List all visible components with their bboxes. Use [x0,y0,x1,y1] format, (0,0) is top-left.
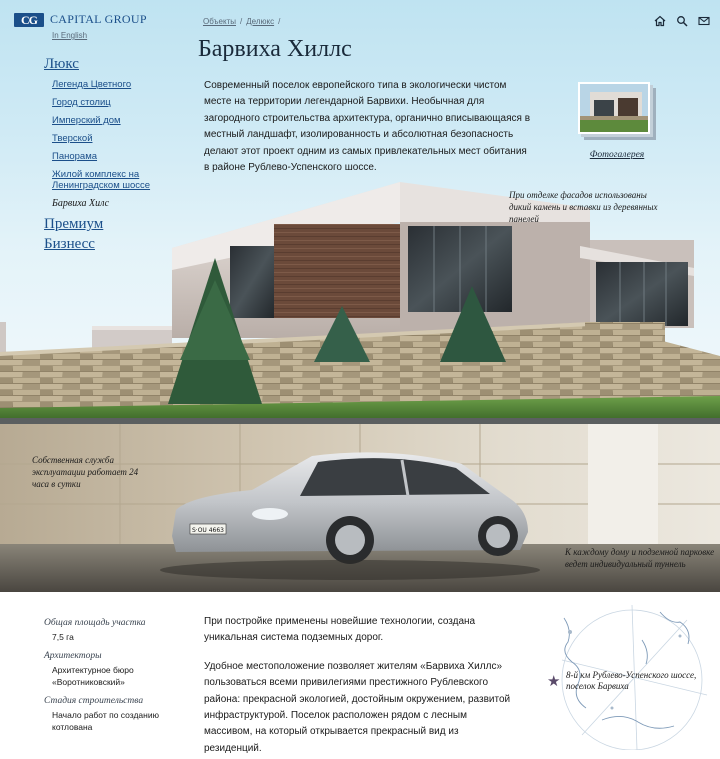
nav-item-current: Барвиха Хилс [52,198,110,209]
nav-item-tverskoy [52,133,194,144]
nav-item-gorod-stolits [52,97,194,108]
search-icon[interactable] [676,14,688,26]
nav-item-panorama [52,151,194,162]
description [204,614,514,757]
facade-note: При отделке фасадов использованы дикий камень и вставки из деревянных панелей [509,190,658,224]
logo-text: CAPITAL GROUP [50,12,147,26]
nav-link-imperskiy-dom[interactable]: Имперский дом [52,115,121,126]
gallery-thumbnail[interactable] [578,82,650,134]
nav-list [52,79,194,209]
fact-label-area: Общая площадь участка [44,618,146,628]
description-paragraph-1: При постройке применены новейшие технологии, создана уникальная система подземных дорог. [204,616,476,644]
gallery-link[interactable]: Фотогалерея [589,150,645,160]
fact-value-area: 7,5 га [52,632,74,642]
nav-section-lux[interactable]: Люкс [44,56,79,72]
photo-gallery[interactable] [578,82,656,160]
nav-item-leningradskoe [52,169,194,191]
lang-link-english[interactable]: In English [52,31,88,40]
fact-value-stage: Начало работ по созданию котлована [52,710,159,732]
nav-link-panorama[interactable]: Панорама [52,151,98,162]
project-facts [44,618,194,741]
car-plate: S·OU 4663 [191,527,225,534]
fact-label-stage: Стадия строительства [44,696,144,706]
sidebar-nav [44,56,194,253]
logo[interactable] [14,12,147,27]
nav-link-leningradskoe[interactable]: Жилой комплекс на Ленинградском шоссе [52,169,151,191]
mail-icon[interactable] [698,14,710,26]
fact-label-architects: Архитекторы [44,651,102,661]
logo-mark-icon: CG [14,13,44,27]
nav-link-legenda[interactable]: Легенда Цветного [52,79,132,90]
nav-item-legenda [52,79,194,90]
nav-section-premium[interactable]: Премиум [44,216,104,232]
service-note: Собственная служба эксплуатации работает 24 часа в сутки [32,455,139,489]
page-title: Барвиха Хиллс [198,36,352,62]
home-icon[interactable] [654,14,666,26]
location-star-icon: ★ [547,673,561,690]
nav-link-gorod-stolits[interactable]: Город столиц [52,97,111,108]
tunnel-note: К каждому дому и подземной парковке ведет индивидуальный туннель [565,547,715,569]
breadcrumb-item-objects[interactable]: Объекты [203,17,236,26]
location-note: 8-й км Рублево-Успенского шоссе, поселок Барвиха [566,670,697,691]
fact-value-architects: Архитектурное бюро «Воротниковский» [52,665,134,687]
breadcrumb: Объекты / Делюкс / [203,17,281,26]
breadcrumb-item-deluxe[interactable]: Делюкс [246,17,275,26]
intro-text: Современный поселок европейского типа в экологически чистом месте на территории легендарной Барвихи. Необычная для загородного строительства архитектура, органично вписывающаяся в местный ландшафт, изолированность и абсолютная безопасность делают этот проект одним из самых привлекательных мест обитания в районе Рублево-Успенского шоссе. [204,80,531,174]
top-icons [654,14,710,26]
description-paragraph-2: Удобное местоположение позволяет жителям «Барвиха Хиллс» пользоваться всеми привилегиями престижного Рублевского района: прекрасной экологией, достойным окружением, развитой инфраструктурой. Поселок расположен рядом с лесным массивом, на который открывается прекрасный вид из резиденций. [204,660,511,754]
nav-section-business[interactable]: Бизнесс [44,236,95,252]
nav-item-imperskiy-dom [52,115,194,126]
nav-link-tverskoy[interactable]: Тверской [52,133,93,144]
